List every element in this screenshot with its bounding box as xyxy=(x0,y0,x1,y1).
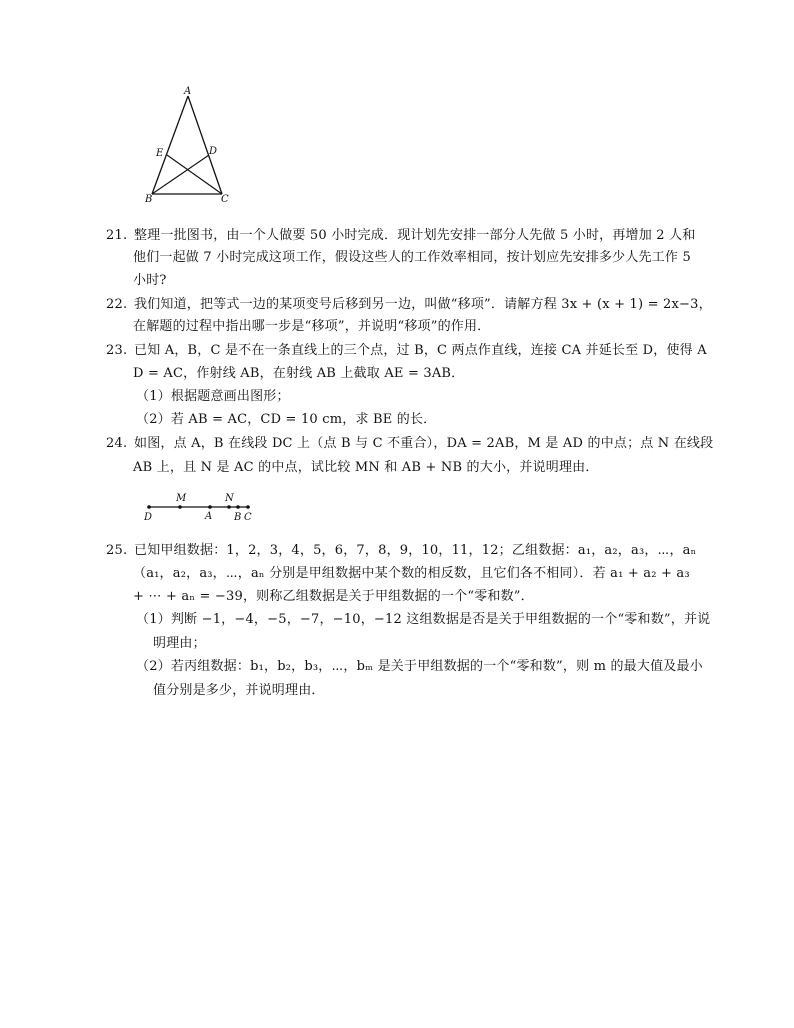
q25-text-1: 已知甲组数据：1，2，3，4，5，6，7，8，9，10，11，12；乙组数据：a₁，a₂，a₃，⋯，aₙ xyxy=(134,543,697,558)
label-b: B xyxy=(145,194,153,205)
q25-text-4: （1）判断 −1，−4，−5，−7，−10，−12 这组数据是否是关于甲组数据的一个“零和数”，并说 xyxy=(136,612,711,627)
q23-text-2: D = AC，作射线 AB，在射线 AB 上截取 AE = 3AB． xyxy=(133,366,465,381)
label-c: C xyxy=(221,194,229,205)
segment-figure xyxy=(140,490,260,524)
seg-label-m: M xyxy=(176,493,187,504)
seg-label-n: N xyxy=(225,493,234,504)
q21-text-2: 他们一起做 7 小时完成这项工作，假设这些人的工作效率相同，按计划应先安排多少人先工作 5 xyxy=(133,250,691,265)
q23-number: 23. xyxy=(106,343,128,358)
label-a: A xyxy=(184,86,192,97)
seg-label-b: B xyxy=(234,512,242,523)
q21-text-1: 整理一批图书，由一个人做要 50 小时完成．现计划先安排一部分人先做 5 小时，再增加 2 人和 xyxy=(134,228,696,243)
q25-line-1 xyxy=(106,543,696,559)
q22-text-1: 我们知道，把等式一边的某项变号后移到另一边，叫做“移项”．请解方程 3x + (x + 1) = 2x−3， xyxy=(134,297,712,312)
q25-text-5: 明理由； xyxy=(153,636,206,651)
q22-text-2: 在解题的过程中指出哪一步是“移项”，并说明“移项”的作用． xyxy=(133,319,491,334)
q25-text-2: （a₁，a₂，a₃，⋯，aₙ 分别是甲组数据中某个数的相反数，且它们各不相同）．若 a₁ + a₂ + a₃ xyxy=(133,566,690,581)
seg-label-c: C xyxy=(244,512,252,523)
q25-text-7: 值分别是多少，并说明理由． xyxy=(153,683,325,698)
q25-text-6: （2）若丙组数据：b₁，b₂，b₃，⋯，bₘ 是关于甲组数据的一个“零和数”，则 m 的最大值及最小 xyxy=(136,659,703,674)
label-e: E xyxy=(156,148,164,159)
q23-text-3: （1）根据题意画出图形； xyxy=(136,389,290,404)
q24-text-1: 如图，点 A，B 在线段 DC 上（点 B 与 C 不重合），DA = 2AB，M 是 AD 的中点；点 N 在线段 xyxy=(134,436,714,451)
q21-line-1 xyxy=(106,228,695,244)
triangle-figure xyxy=(140,84,240,206)
seg-label-a: A xyxy=(205,511,213,522)
label-d: D xyxy=(209,146,218,157)
q25-text-3: + ⋯ + aₙ = −39，则称乙组数据是关于甲组数据的一个“零和数”． xyxy=(133,589,534,604)
q22-number: 22. xyxy=(106,297,128,312)
q24-text-2: AB 上，且 N 是 AC 的中点，试比较 MN 和 AB + NB 的大小，并说明理由． xyxy=(133,460,599,475)
q21-number: 21. xyxy=(106,228,128,243)
q23-text-4: （2）若 AB = AC，CD = 10 cm，求 BE 的长． xyxy=(136,412,437,427)
seg-label-d: D xyxy=(144,512,153,523)
q25-number: 25. xyxy=(106,543,128,558)
q22-line-1 xyxy=(106,297,712,313)
q24-line-1 xyxy=(106,436,713,452)
q23-line-1 xyxy=(106,343,707,359)
q23-text-1: 已知 A，B，C 是不在一条直线上的三个点，过 B，C 两点作直线，连接 CA 并延长至 D，使得 A xyxy=(134,343,707,358)
q24-number: 24. xyxy=(106,436,128,451)
q21-text-3: 小时? xyxy=(133,273,167,288)
